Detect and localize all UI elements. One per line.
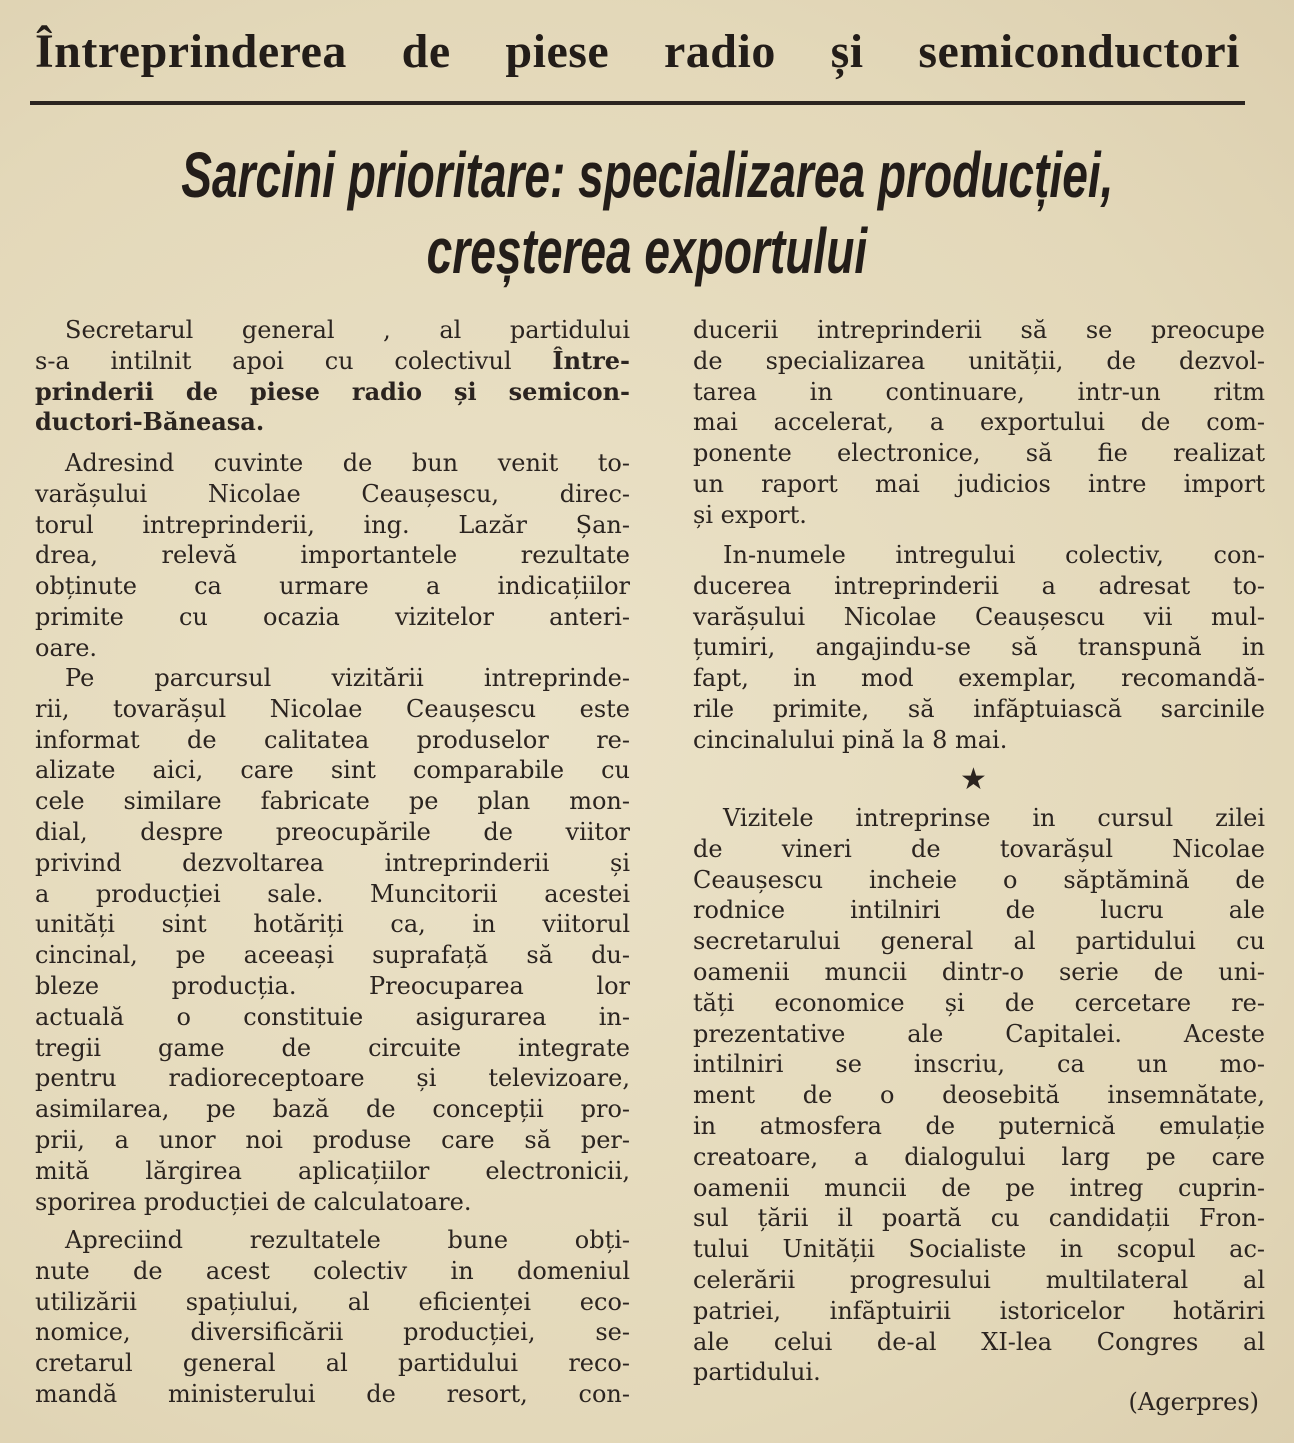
text-line: primite cu ocazia vizitelor anteri- — [35, 602, 630, 631]
text-line — [35, 346, 630, 377]
text-line: de specializarea unității, de dezvol- — [693, 346, 1265, 375]
text-line: rodnice intilniri de lucru ale — [693, 896, 1265, 925]
text-line: actuală o constituie asigurarea in- — [35, 1002, 630, 1031]
right-paragraph-1 — [693, 315, 1265, 531]
headline-text: creșterea exportului — [426, 215, 868, 287]
left-paragraph-4 — [35, 1225, 630, 1410]
text-line: oare. — [35, 633, 98, 662]
text-line: unități sint hotăriți ca, in viitorul — [35, 910, 630, 939]
headline-text: Sarcini prioritare: specializarea producției, — [181, 139, 1114, 211]
text-line: Pe parcursul vizitării intreprinde- — [65, 664, 630, 692]
star-separator-icon: ★ — [960, 762, 987, 797]
text-line: mandă ministerului de resort, con- — [35, 1379, 630, 1408]
text-line: Ceaușescu incheie o săptămină de — [693, 865, 1265, 894]
text-line: de vineri de tovarășul Nicolae — [693, 834, 1265, 863]
text-line: intilniri se inscriu, ca un mo- — [693, 1050, 1265, 1079]
left-paragraph-1 — [35, 315, 630, 438]
text-line: asimilarea, pe bază de concepții pro- — [35, 1095, 630, 1124]
text-line: bleze producția. Preocuparea lor — [35, 971, 630, 1000]
text-line: prii, a unor noi produse care să per- — [35, 1125, 630, 1154]
headline-line-1 — [0, 138, 1294, 212]
text-line: privind dezvoltarea intreprinderii și — [35, 848, 630, 877]
text-line: in atmosfera de puternică emulație — [693, 1111, 1265, 1140]
text-line: oamenii muncii dintr-o serie de uni- — [693, 957, 1265, 986]
divider-rule — [30, 101, 1245, 105]
text-line: utilizării spațiului, al eficienței eco- — [35, 1287, 630, 1316]
text-line: prezentative ale Capitalei. Aceste — [693, 1019, 1265, 1048]
text-line: ducerea intreprinderii a adresat to- — [693, 571, 1265, 600]
text-line: torul intreprinderii, ing. Lazăr Șan- — [35, 510, 630, 539]
bold-text: Între- — [552, 345, 630, 375]
text-run: s-a intilnit apoi cu colectivul — [35, 346, 553, 375]
text-line: obținute ca urmare a indicațiilor — [35, 572, 630, 601]
left-paragraph-2 — [35, 448, 630, 664]
text-line: varășului Nicolae Ceaușescu vii mul- — [693, 602, 1265, 631]
text-line: drea, relevă importantele rezultate — [35, 541, 630, 570]
text-line: tregii game de circuite integrate — [35, 1033, 630, 1062]
text-line: In-numele intregului colectiv, con- — [723, 541, 1265, 569]
text-line: nomice, diversificării producției, se- — [35, 1318, 630, 1347]
left-paragraph-3 — [35, 663, 630, 1217]
text-line: un raport mai judicios intre import — [693, 469, 1265, 498]
text-line: ment de o deosebită insemnătate, — [693, 1081, 1265, 1110]
text-line: informat de calitatea produselor re- — [35, 725, 630, 754]
text-line: pentru radioreceptoare și televizoare, — [35, 1064, 630, 1093]
text-line: patriei, infăptuirii istoricelor hotăriri — [693, 1296, 1265, 1325]
text-line: mită lărgirea aplicațiilor electronicii, — [35, 1156, 630, 1185]
text-line: fapt, in mod exemplar, recomandă- — [693, 664, 1265, 693]
bold-text: prinderii de piese radio și semicon- — [35, 376, 630, 406]
text-line: celerării progresului multilateral al — [693, 1265, 1265, 1294]
right-paragraph-3 — [693, 803, 1265, 1388]
text-line: tăți economice și de cercetare re- — [693, 988, 1265, 1017]
text-line: Secretarul general , al partidului — [65, 316, 630, 344]
headline-line-2 — [0, 214, 1294, 288]
text-line: partidului. — [693, 1358, 821, 1387]
text-line: oamenii muncii de pe intreg cuprin- — [693, 1173, 1265, 1202]
text-line: creatoare, a dialogului larg pe care — [693, 1142, 1265, 1171]
text-line: Vizitele intreprinse in cursul zilei — [723, 804, 1265, 832]
text-line: cretarul general al partidului reco- — [35, 1349, 630, 1378]
text-line: ale celui de-al XI-lea Congres al — [693, 1327, 1265, 1356]
text-line: mai accelerat, a exportului de com- — [693, 408, 1265, 437]
news-agency-credit: (Agerpres) — [1128, 1388, 1259, 1416]
text-line: rii, tovarășul Nicolae Ceaușescu este — [35, 694, 630, 723]
text-line: rile primite, să infăptuiască sarcinile — [693, 694, 1265, 723]
text-line: cincinalului pină la 8 mai. — [693, 725, 1008, 754]
bold-text: ductori-Băneasa. — [35, 407, 265, 437]
text-line: alizate aici, care sint comparabile cu — [35, 756, 630, 785]
right-paragraph-2 — [693, 540, 1265, 756]
text-line: varășului Nicolae Ceaușescu, direc- — [35, 479, 630, 508]
text-line: cincinal, pe aceeași suprafață să du- — [35, 941, 630, 970]
text-line: a producției sale. Muncitorii acestei — [35, 879, 630, 908]
kicker-title: Întreprinderea de piese radio și semiconductori — [35, 25, 1240, 78]
text-line: Adresind cuvinte de bun venit to- — [65, 449, 630, 477]
text-line: ponente electronice, să fie realizat — [693, 439, 1265, 468]
text-line: sul țării il poartă cu candidații Fron- — [693, 1204, 1265, 1233]
text-line: sporirea producției de calculatoare. — [35, 1187, 472, 1216]
text-line: dial, despre preocupările de viitor — [35, 817, 630, 846]
text-line — [35, 377, 630, 408]
text-line: tarea in continuare, intr-un ritm — [693, 377, 1265, 406]
text-line: tului Unității Socialiste in scopul ac- — [693, 1235, 1265, 1264]
text-line: secretarului general al partidului cu — [693, 927, 1265, 956]
text-line: și export. — [693, 500, 807, 529]
text-line: nute de acest colectiv in domeniul — [35, 1256, 630, 1285]
text-line — [35, 407, 630, 438]
text-line: țumiri, angajindu-se să transpună in — [693, 633, 1265, 662]
text-line: cele similare fabricate pe plan mon- — [35, 787, 630, 816]
text-line: Apreciind rezultatele bune obți- — [65, 1226, 630, 1254]
text-line: ducerii intreprinderii să se preocupe — [693, 316, 1265, 344]
